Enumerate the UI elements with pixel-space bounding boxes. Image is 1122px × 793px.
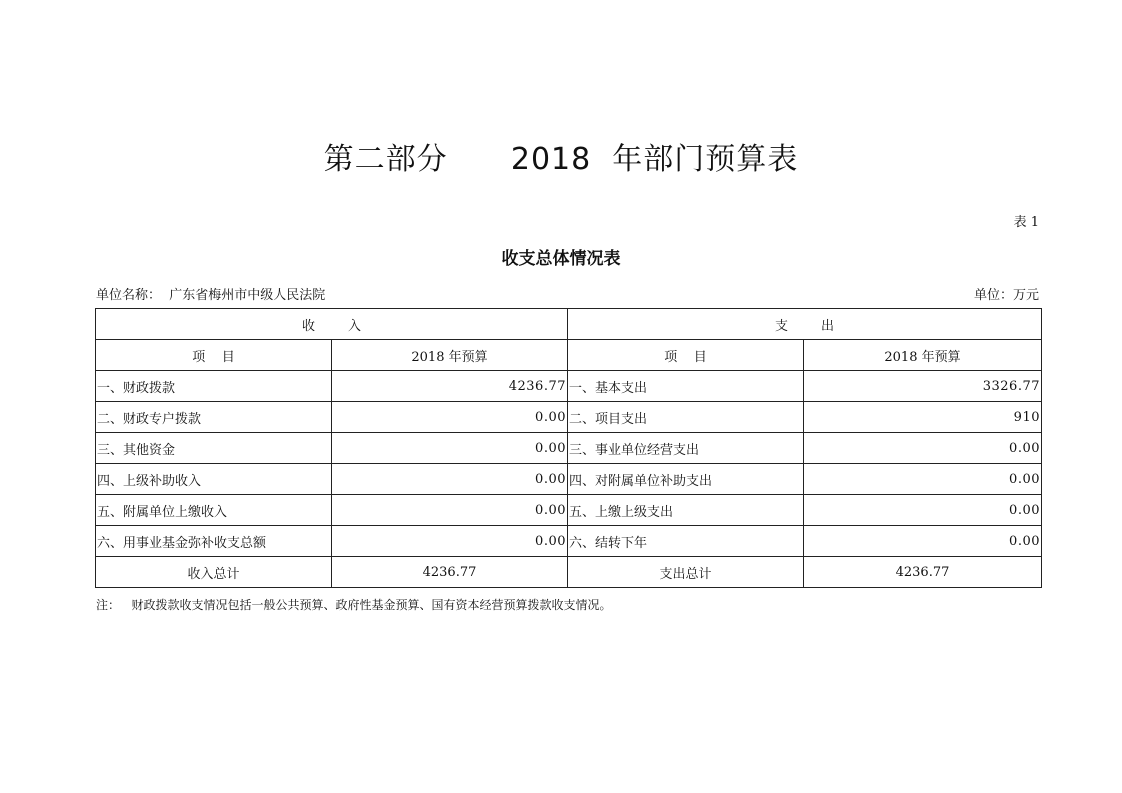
expense-total-value: 4236.77 (804, 557, 1042, 588)
column-header-row (96, 340, 1042, 371)
income-item: 二、财政专户拨款 (96, 402, 332, 433)
income-total-label: 收入总计 (96, 557, 332, 588)
income-item: 一、财政拨款 (96, 371, 332, 402)
unit-name-label: 单位名称： (96, 288, 162, 303)
income-budget-header: 2018 年预算 (332, 340, 568, 371)
expense-item: 四、对附属单位补助支出 (568, 464, 804, 495)
budget-table (95, 308, 1042, 588)
income-group-header: 收 入 (96, 309, 568, 340)
income-value: 4236.77 (332, 371, 568, 402)
expense-value: 0.00 (804, 495, 1042, 526)
expense-value: 0.00 (804, 433, 1042, 464)
expense-value: 0.00 (804, 526, 1042, 557)
expense-item: 二、项目支出 (568, 402, 804, 433)
total-row (96, 557, 1042, 588)
table-row (96, 495, 1042, 526)
income-item: 四、上级补助收入 (96, 464, 332, 495)
table-number: 表 1 (1013, 215, 1039, 230)
expense-total-label: 支出总计 (568, 557, 804, 588)
expense-item: 六、结转下年 (568, 526, 804, 557)
unit-name-line (96, 284, 325, 303)
income-value: 0.00 (332, 464, 568, 495)
income-value: 0.00 (332, 433, 568, 464)
group-header-row (96, 309, 1042, 340)
expense-budget-header: 2018 年预算 (804, 340, 1042, 371)
table-row (96, 402, 1042, 433)
income-value: 0.00 (332, 402, 568, 433)
table-row (96, 371, 1042, 402)
expense-item: 三、事业单位经营支出 (568, 433, 804, 464)
income-value: 0.00 (332, 526, 568, 557)
unit-name-value: 广东省梅州市中级人民法院 (169, 288, 326, 303)
expense-value: 3326.77 (804, 371, 1042, 402)
income-total-value: 4236.77 (332, 557, 568, 588)
expense-value: 910 (804, 402, 1042, 433)
income-item: 三、其他资金 (96, 433, 332, 464)
income-item: 六、用事业基金弥补收支总额 (96, 526, 332, 557)
income-item-header: 项 目 (96, 340, 332, 371)
currency-unit: 单位：万元 (973, 288, 1039, 303)
expense-item: 五、上缴上级支出 (568, 495, 804, 526)
income-value: 0.00 (332, 495, 568, 526)
income-item: 五、附属单位上缴收入 (96, 495, 332, 526)
page-title: 第二部分 2018 年部门预算表 (323, 142, 799, 177)
table-row (96, 526, 1042, 557)
expense-item: 一、基本支出 (568, 371, 804, 402)
expense-value: 0.00 (804, 464, 1042, 495)
footnote: 注： 财政拨款收支情况包括一般公共预算、政府性基金预算、国有资本经营预算拨款收支情况。 (96, 598, 612, 612)
table-title: 收支总体情况表 (501, 249, 621, 269)
expense-item-header: 项 目 (568, 340, 804, 371)
expense-group-header: 支 出 (568, 309, 1042, 340)
table-row (96, 433, 1042, 464)
table-row (96, 464, 1042, 495)
